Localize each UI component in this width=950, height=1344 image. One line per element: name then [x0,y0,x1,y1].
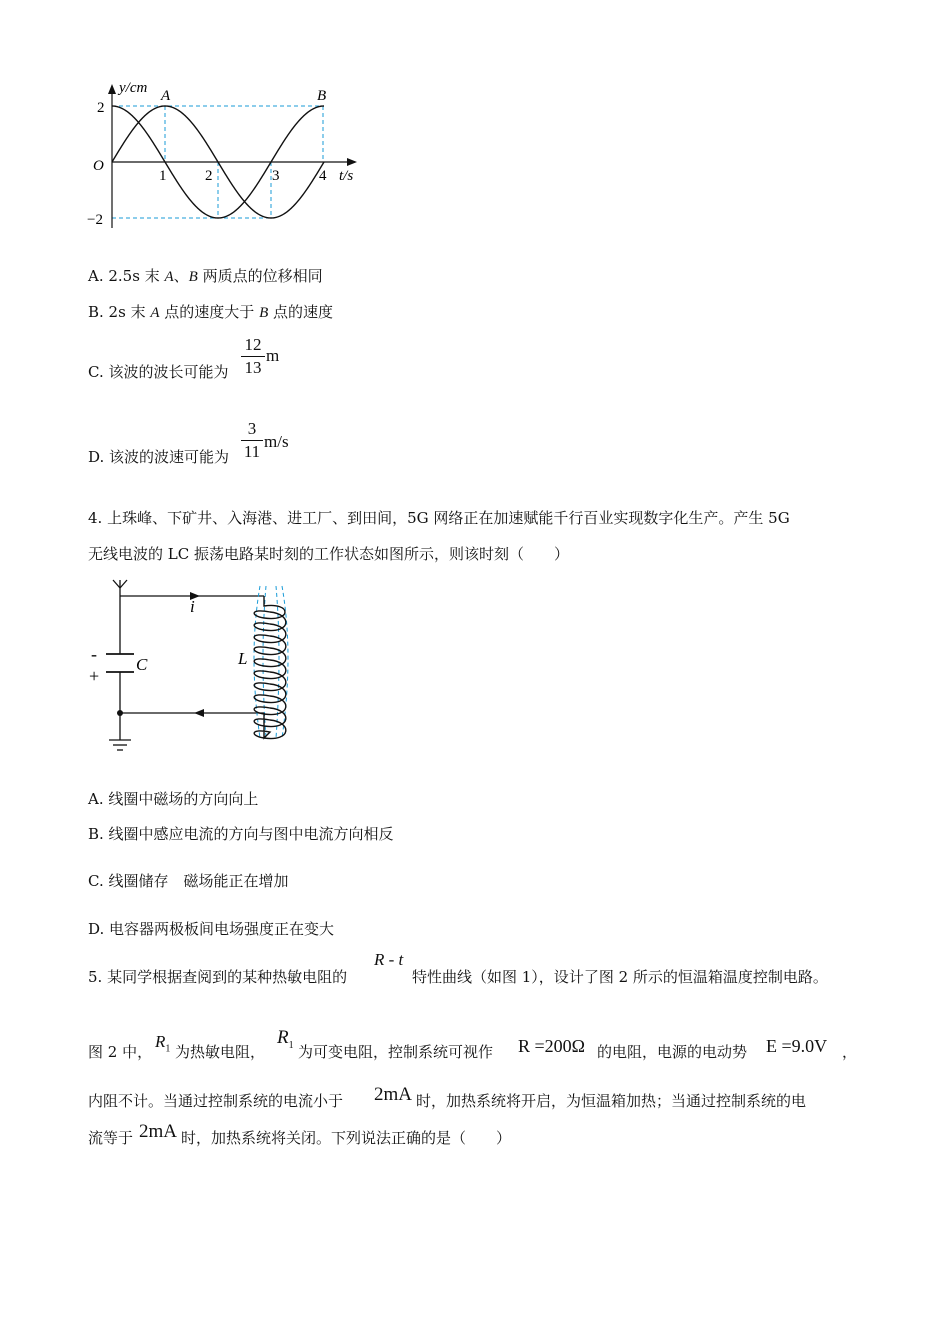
y-tick-neg2: −2 [87,212,103,228]
q5-line2-c: 为可变电阻，控制系统可视作 [298,1043,494,1061]
q3-option-a: A. 2.5s 末 A、B 两质点的位移相同 [88,267,323,285]
q5-line2-d: 的电阻，电源的电动势 [597,1043,748,1061]
e-equation: E =9.0V [766,1036,828,1056]
fraction-3-11: 3 11 [241,419,263,462]
q4-option-b: B. 线圈中感应电流的方向与图中电流方向相反 [88,825,394,843]
current-2ma-a: 2mA [374,1084,412,1105]
plus-sign: + [89,666,100,686]
x-tick-3: 3 [272,168,280,184]
x-axis-arrow [347,158,357,166]
q4-option-c: C. 线圈储存 磁场能正在增加 [88,872,289,890]
q5-line1-end: 特性曲线（如图 1），设计了图 2 所示的恒温箱温度控制电路。 [412,968,828,986]
r-t-label: R - t [374,950,404,969]
r1-symbol-a: $R_1$ [155,1032,171,1055]
q5-line2-a: 图 2 中， [88,1043,153,1061]
x-tick-4: 4 [319,168,327,184]
inductor-label: L [238,649,248,668]
q5-line1-start: 5. 某同学根据查阅到的某种热敏电阻的 [88,968,348,986]
minus-sign: - [91,644,97,664]
q4-option-d: D. 电容器两极板间电场强度正在变大 [88,920,335,938]
junction-dot [117,710,123,716]
fraction-12-13: 12 13 [241,335,265,378]
inductor-coil [254,596,286,739]
ground-icon [109,740,131,750]
q5-line2-b: 为热敏电阻， [175,1043,266,1061]
y-tick-2: 2 [97,100,105,116]
unit-m: m [266,346,280,365]
q5-line2-e: ， [842,1043,858,1061]
y-axis-arrow [108,84,116,94]
point-b-label: B [317,88,327,104]
antenna-icon [113,580,127,596]
q5-line3-b: 时，加热系统将开启，为恒温箱加热；当通过控制系统的电 [416,1092,807,1110]
q5-line4-b: 时，加热系统将关闭。下列说法正确的是（ ） [181,1129,512,1147]
current-2ma-b: 2mA [139,1121,177,1142]
q4-stem-line2: 无线电波的 LC 振荡电路某时刻的工作状态如图所示，则该时刻（ ） [88,545,569,563]
wave-graph [85,78,375,238]
q3-option-d: D. 该波的波速可能为 [88,448,230,466]
q4-option-a: A. 线圈中磁场的方向向上 [88,790,259,808]
unit-ms: m/s [264,432,289,451]
current-arrow-bottom [194,709,204,717]
x-tick-2: 2 [205,168,213,184]
q4-stem-line1: 4. 上珠峰、下矿井、入海港、进工厂、到田间，5G 网络正在加速赋能千行百业实现数字化生产。产生 5G [88,509,790,527]
lc-circuit-diagram [80,572,310,757]
x-tick-1: 1 [159,168,167,184]
r1-symbol-b: $R_1$ [277,1027,294,1051]
current-label: i [190,597,195,616]
q5-line3-a: 内阻不计。当通过控制系统的电流小于 [88,1092,344,1110]
q5-line4-a: 流等于 [88,1129,134,1147]
x-axis-label: t/s [339,168,354,184]
r-equation: R =200Ω [518,1036,586,1056]
point-a-label: A [161,88,171,104]
y-axis-label: y/cm [119,80,148,96]
q3-option-b: B. 2s 末 A 点的速度大于 B 点的速度 [88,303,334,321]
q3-option-c: C. 该波的波长可能为 [88,363,229,381]
capacitor-label: C [136,655,148,674]
origin-label: O [93,158,104,174]
